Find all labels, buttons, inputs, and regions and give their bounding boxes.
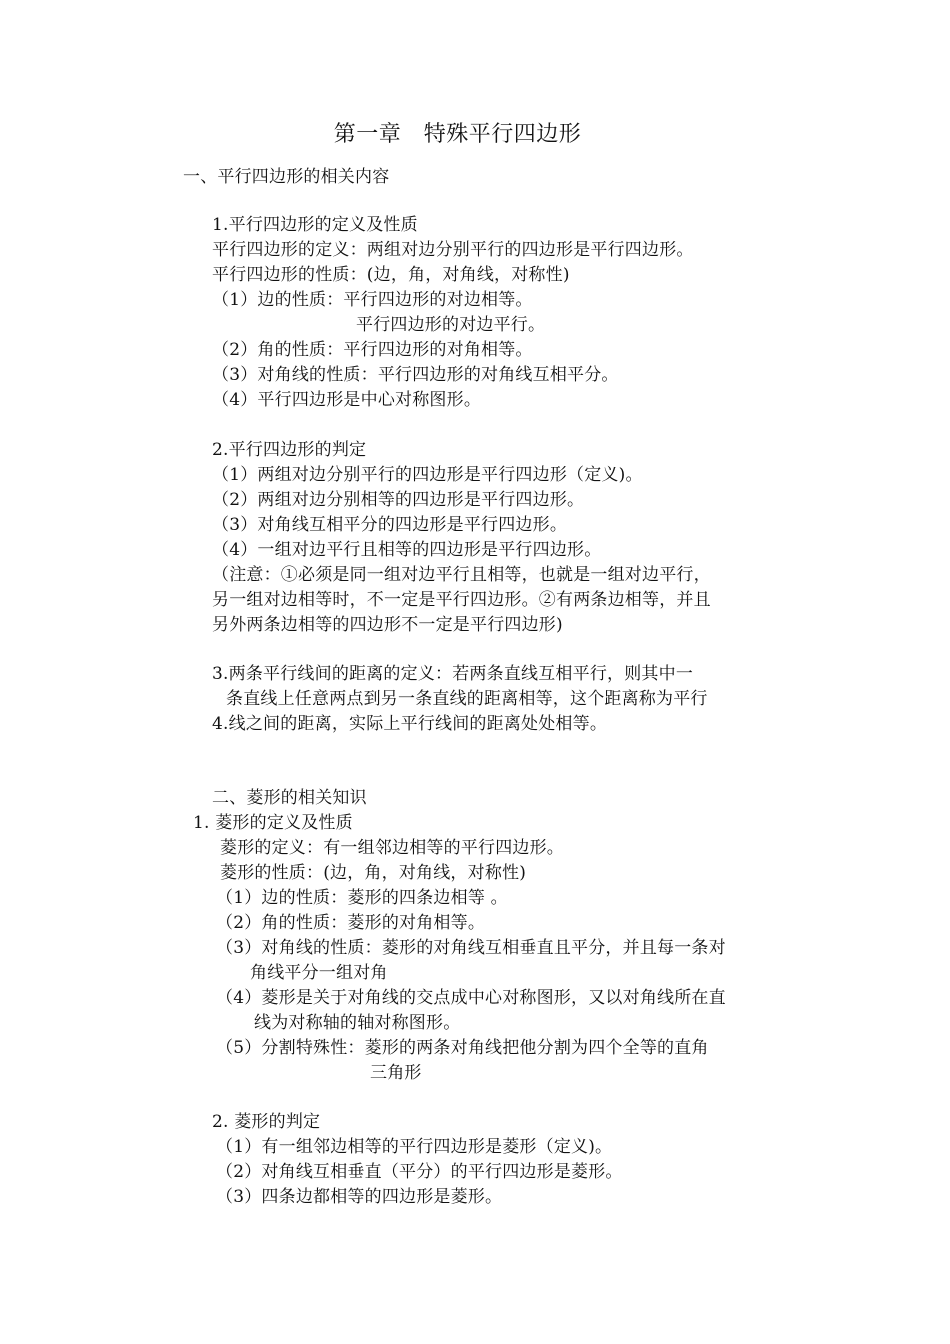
- section-heading: 一、平行四边形的相关内容: [183, 167, 390, 187]
- list-item: （2）对角线互相垂直（平分）的平行四边形是菱形。: [216, 1162, 623, 1182]
- page-title: 第一章 特殊平行四边形: [333, 122, 582, 147]
- list-item: （2）角的性质：菱形的对角相等。: [216, 913, 486, 933]
- list-item-continuation: 角线平分一组对角: [250, 963, 388, 983]
- list-item: （1）边的性质：菱形的四条边相等 。: [216, 888, 508, 908]
- paragraph-line: 平行四边形的性质：(边，角，对角线，对称性): [212, 265, 570, 285]
- list-item: （3）对角线的性质：平行四边形的对角线互相平分。: [212, 365, 619, 385]
- list-item: （2）角的性质：平行四边形的对角相等。: [212, 340, 533, 360]
- list-item-continuation: 三角形: [370, 1063, 422, 1083]
- paragraph-line: 平行四边形的定义：两组对边分别平行的四边形是平行四边形。: [212, 240, 694, 260]
- paragraph-line: 3.两条平行线间的距离的定义：若两条直线互相平行，则其中一: [212, 664, 694, 684]
- list-item: （4）平行四边形是中心对称图形。: [212, 390, 482, 410]
- list-item: （3）对角线互相平分的四边形是平行四边形。: [212, 515, 568, 535]
- subsection-heading: 2. 菱形的判定: [212, 1112, 321, 1132]
- list-item: （1）有一组邻边相等的平行四边形是菱形（定义)。: [216, 1137, 613, 1157]
- paragraph-line: 菱形的定义：有一组邻边相等的平行四边形。: [220, 838, 564, 858]
- list-item: （2）两组对边分别相等的四边形是平行四边形。: [212, 490, 585, 510]
- paragraph-line: 4.线之间的距离，实际上平行线间的距离处处相等。: [212, 714, 608, 734]
- list-item-continuation: 线为对称轴的轴对称图形。: [254, 1013, 461, 1033]
- list-item: （5）分割特殊性：菱形的两条对角线把他分割为四个全等的直角: [216, 1038, 709, 1058]
- list-item: （1）边的性质：平行四边形的对边相等。: [212, 290, 533, 310]
- paragraph-line: 条直线上任意两点到另一条直线的距离相等，这个距离称为平行: [226, 689, 708, 709]
- paragraph-line: 菱形的性质：(边，角，对角线，对称性): [220, 863, 527, 883]
- note-line: （注意：①必须是同一组对边平行且相等，也就是一组对边平行，: [212, 565, 711, 585]
- list-item: （3）对角线的性质：菱形的对角线互相垂直且平分，并且每一条对: [216, 938, 726, 958]
- list-item: （4）菱形是关于对角线的交点成中心对称图形，又以对角线所在直: [216, 988, 726, 1008]
- list-item: （4）一组对边平行且相等的四边形是平行四边形。: [212, 540, 602, 560]
- list-item: （3）四条边都相等的四边形是菱形。: [216, 1187, 503, 1207]
- subsection-heading: 2.平行四边形的判定: [212, 440, 367, 460]
- subsection-heading: 1.平行四边形的定义及性质: [212, 215, 418, 235]
- section-heading: 二、菱形的相关知识: [212, 788, 367, 808]
- note-line: 另一组对边相等时，不一定是平行四边形。②有两条边相等，并且: [212, 590, 711, 610]
- list-item: （1）两组对边分别平行的四边形是平行四边形（定义)。: [212, 465, 643, 485]
- subsection-heading: 1. 菱形的定义及性质: [193, 813, 353, 833]
- list-item-continuation: 平行四边形的对边平行。: [356, 315, 546, 335]
- note-line: 另外两条边相等的四边形不一定是平行四边形): [212, 615, 563, 635]
